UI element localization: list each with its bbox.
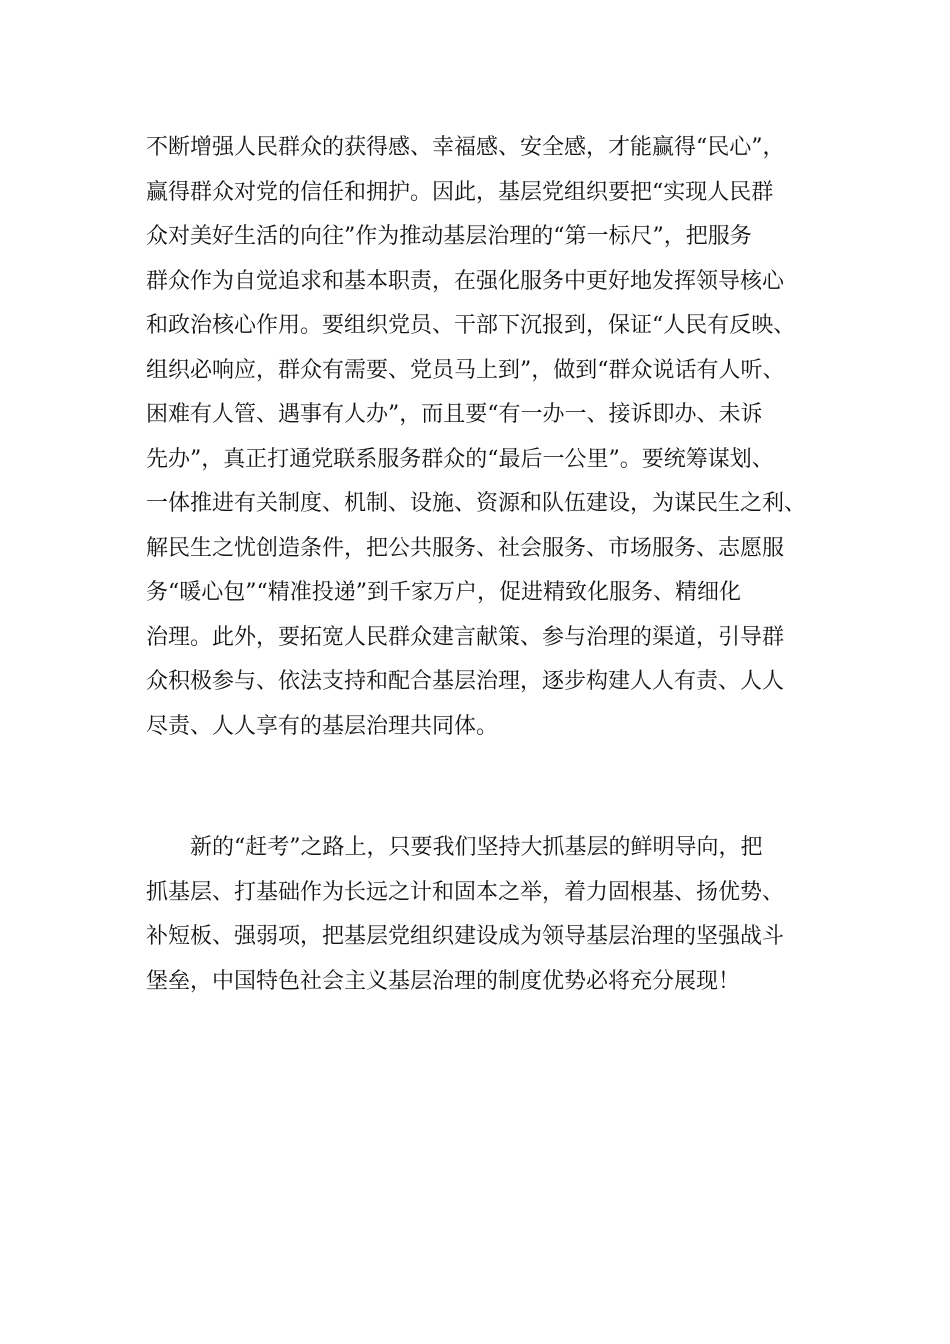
text-line: 务“暖心包”“精准投递”到千家万户，促进精致化服务、精细化 xyxy=(146,580,741,605)
text-line: 组织必响应，群众有需要、党员马上到”，做到“群众说话有人听、 xyxy=(146,357,785,383)
text-line: 抓基层、打基础作为长远之计和固本之举，着力固根基、扬优势、 xyxy=(146,879,785,905)
paragraph-1 xyxy=(146,126,806,749)
text-line: 解民生之忧创造条件，把公共服务、社会服务、市场服务、志愿服 xyxy=(146,535,785,561)
text-line: 赢得群众对党的信任和拥护。因此，基层党组织要把“实现人民群 xyxy=(146,179,774,205)
text-line: 新的“赶考”之路上，只要我们坚持大抓基层的鲜明导向，把 xyxy=(146,835,763,860)
text-line: 治理。此外，要拓宽人民群众建言献策、参与治理的渠道，引导群 xyxy=(146,624,785,650)
text-line: 尽责、人人享有的基层治理共同体。 xyxy=(146,713,499,739)
text-line: 补短板、强弱项，把基层党组织建设成为领导基层治理的坚强战斗 xyxy=(146,924,785,949)
paragraph-2 xyxy=(146,826,806,1004)
text-line: 众积极参与、依法支持和配合基层治理，逐步构建人人有责、人人 xyxy=(146,669,785,694)
text-line: 困难有人管、遇事有人办”，而且要“有一办一、接诉即办、未诉 xyxy=(146,402,763,427)
text-line: 堡垒，中国特色社会主义基层治理的制度优势必将充分展现！ xyxy=(146,968,741,994)
text-line: 先办”，真正打通党联系服务群众的“最后一公里”。要统筹谋划、 xyxy=(146,446,774,472)
text-line: 众对美好生活的向往”作为推动基层治理的“第一标尺”，把服务 xyxy=(146,224,752,249)
text-line: 不断增强人民群众的获得感、幸福感、安全感，才能赢得“民心”， xyxy=(146,135,785,160)
text-line: 和政治核心作用。要组织党员、干部下沉报到，保证“人民有反映、 xyxy=(146,313,796,338)
text-line: 一体推进有关制度、机制、设施、资源和队伍建设，为谋民生之利、 xyxy=(146,491,807,516)
text-line: 群众作为自觉追求和基本职责，在强化服务中更好地发挥领导核心 xyxy=(146,268,785,294)
